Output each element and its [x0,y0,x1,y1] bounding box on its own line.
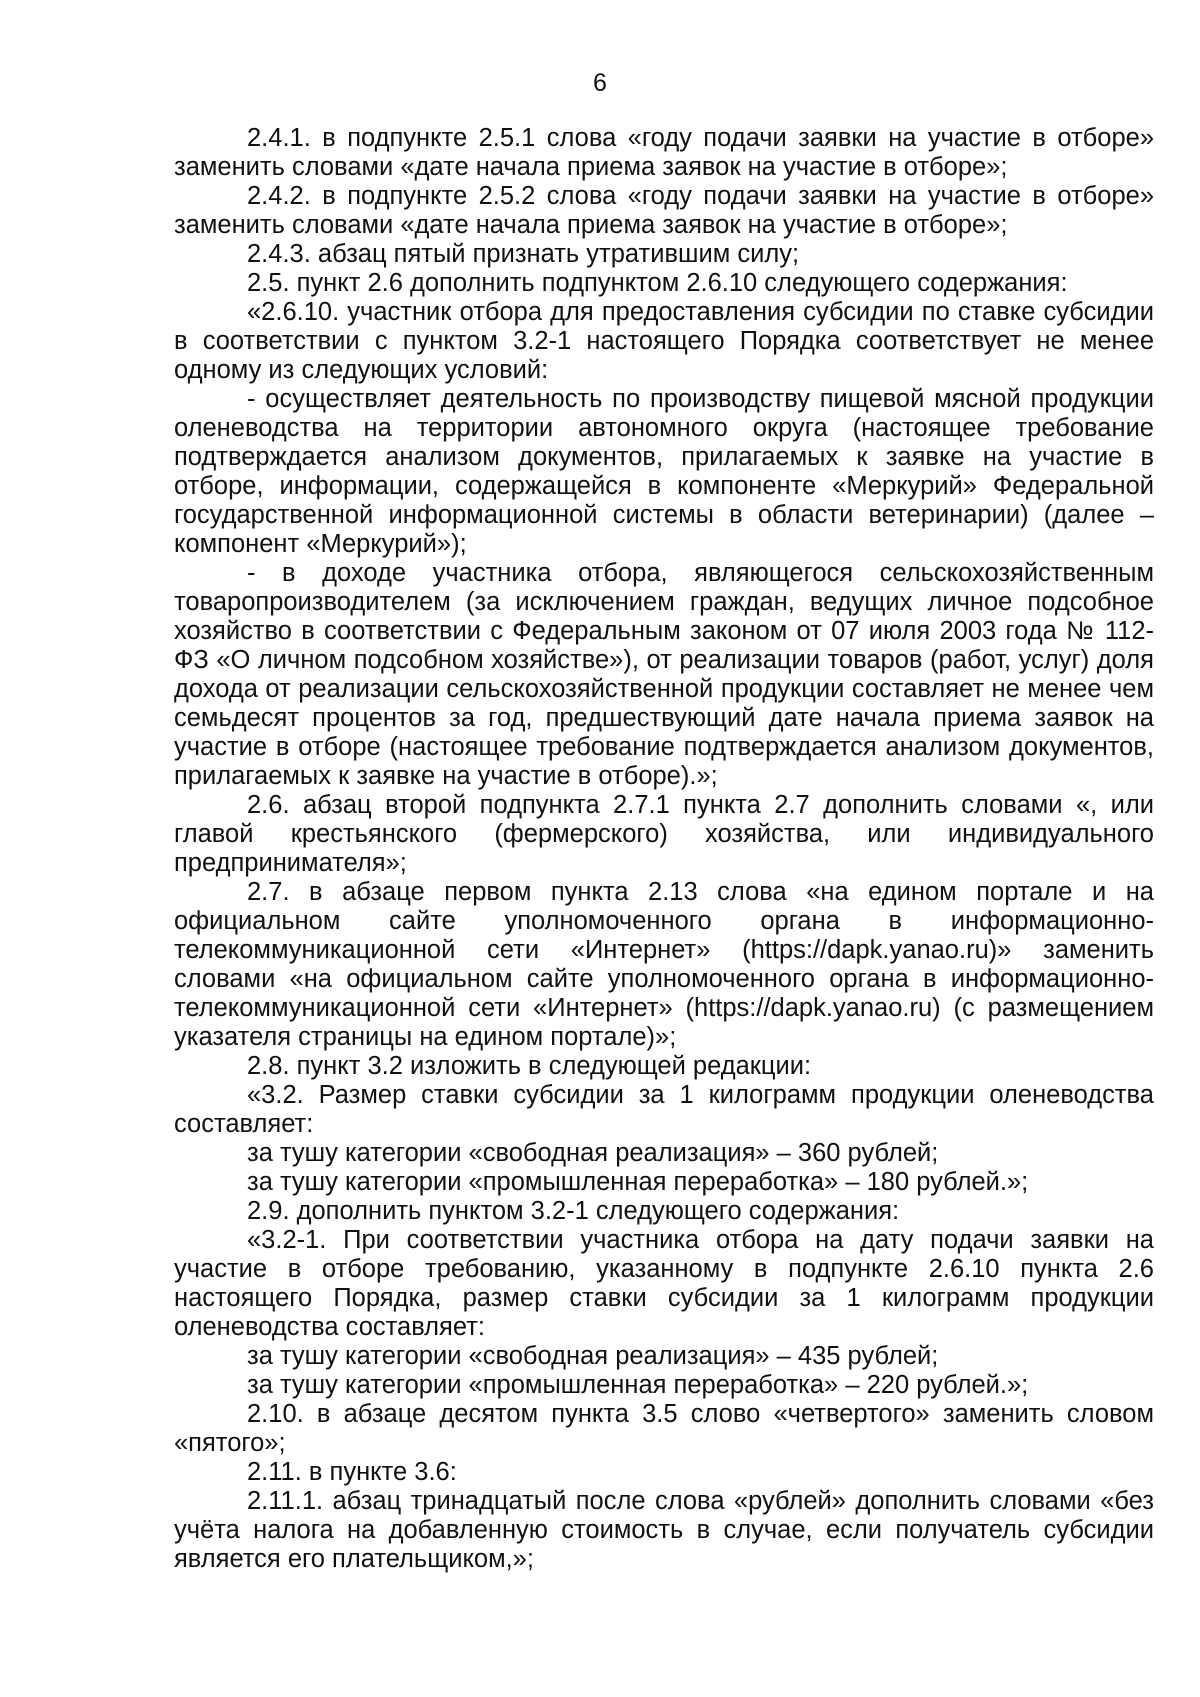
paragraph-2-7: 2.7. в абзаце первом пункта 2.13 слова «на едином портале и на официальном сайте уполномоченного органа в информационно-телекоммуникационной сети «Интернет» (https://dapk.yanao.ru)» заменить словами «на официальном сайте уполномоченного органа в информационно-телекоммуникационной сети «Интернет» (https://dapk.yanao.ru) (с размещением указателя страницы на едином портале)»; [174,878,1154,1051]
paragraph-2-4-3: 2.4.3. абзац пятый признать утратившим силу; [247,240,800,268]
paragraph-rate-processing-220: за тушу категории «промышленная переработка» – 220 рублей.»; [247,1371,1029,1399]
paragraph-3-2-1-quote: «3.2-1. При соответствии участника отбора на дату подачи заявки на участие в отборе требованию, указанному в подпункте 2.6.10 пункта 2.6 настоящего Порядка, размер ставки субсидии за 1 килограмм продукции оленеводства составляет: [174,1226,1154,1341]
paragraph-2-4-1: 2.4.1. в подпункте 2.5.1 слова «году подачи заявки на участие в отборе» заменить словами «дате начала приема заявок на участие в отборе»; [174,124,1154,181]
paragraph-rate-free-sale-360: за тушу категории «свободная реализация» – 360 рублей; [247,1139,939,1167]
paragraph-3-2-quote: «3.2. Размер ставки субсидии за 1 килограмм продукции оленеводства составляет: [174,1081,1154,1138]
paragraph-2-6-10-quote: «2.6.10. участник отбора для предоставления субсидии по ставке субсидии в соответствии с пунктом 3.2-1 настоящего Порядка соответствует не менее одному из следующих условий: [174,298,1154,384]
paragraph-condition-1: - осуществляет деятельность по производству пищевой мясной продукции оленеводства на территории автономного округа (настоящее требование подтверждается анализом документов, прилагаемых к заявке на участие в отборе, информации, содержащейся в компоненте «Меркурий» Федеральной государственной информационной системы в области ветеринарии) (далее – компонент «Меркурий»); [174,385,1154,558]
paragraph-2-4-2: 2.4.2. в подпункте 2.5.2 слова «году подачи заявки на участие в отборе» заменить словами «дате начала приема заявок на участие в отборе»; [174,182,1154,239]
page-number: 6 [593,69,607,97]
paragraph-2-6: 2.6. абзац второй подпункта 2.7.1 пункта 2.7 дополнить словами «, или главой крестьянского (фермерского) хозяйства, или индивидуального предпринимателя»; [174,791,1154,877]
paragraph-2-10: 2.10. в абзаце десятом пункта 3.5 слово «четвертого» заменить словом «пятого»; [174,1400,1154,1457]
paragraph-2-9: 2.9. дополнить пунктом 3.2-1 следующего содержания: [247,1197,900,1225]
document-body [174,124,1154,1574]
paragraph-2-8: 2.8. пункт 3.2 изложить в следующей редакции: [247,1052,812,1080]
paragraph-rate-processing-180: за тушу категории «промышленная переработка» – 180 рублей.»; [247,1168,1029,1196]
paragraph-2-5: 2.5. пункт 2.6 дополнить подпунктом 2.6.10 следующего содержания: [247,269,1068,297]
paragraph-condition-2: - в доходе участника отбора, являющегося сельскохозяйственным товаропроизводителем (за исключением граждан, ведущих личное подсобное хозяйство в соответствии с Федеральным законом от 07 июля 2003 года № 112-ФЗ «О личном подсобном хозяйстве»), от реализации товаров (работ, услуг) доля дохода от реализации сельскохозяйственной продукции составляет не менее чем семьдесят процентов за год, предшествующий дате начала приема заявок на участие в отборе (настоящее требование подтверждается анализом документов, прилагаемых к заявке на участие в отборе).»; [174,559,1154,790]
paragraph-2-11: 2.11. в пункте 3.6: [247,1458,457,1486]
paragraph-2-11-1: 2.11.1. абзац тринадцатый после слова «рублей» дополнить словами «без учёта налога на добавленную стоимость в случае, если получатель субсидии является его плательщиком,»; [174,1487,1154,1573]
paragraph-rate-free-sale-435: за тушу категории «свободная реализация» – 435 рублей; [247,1342,939,1370]
